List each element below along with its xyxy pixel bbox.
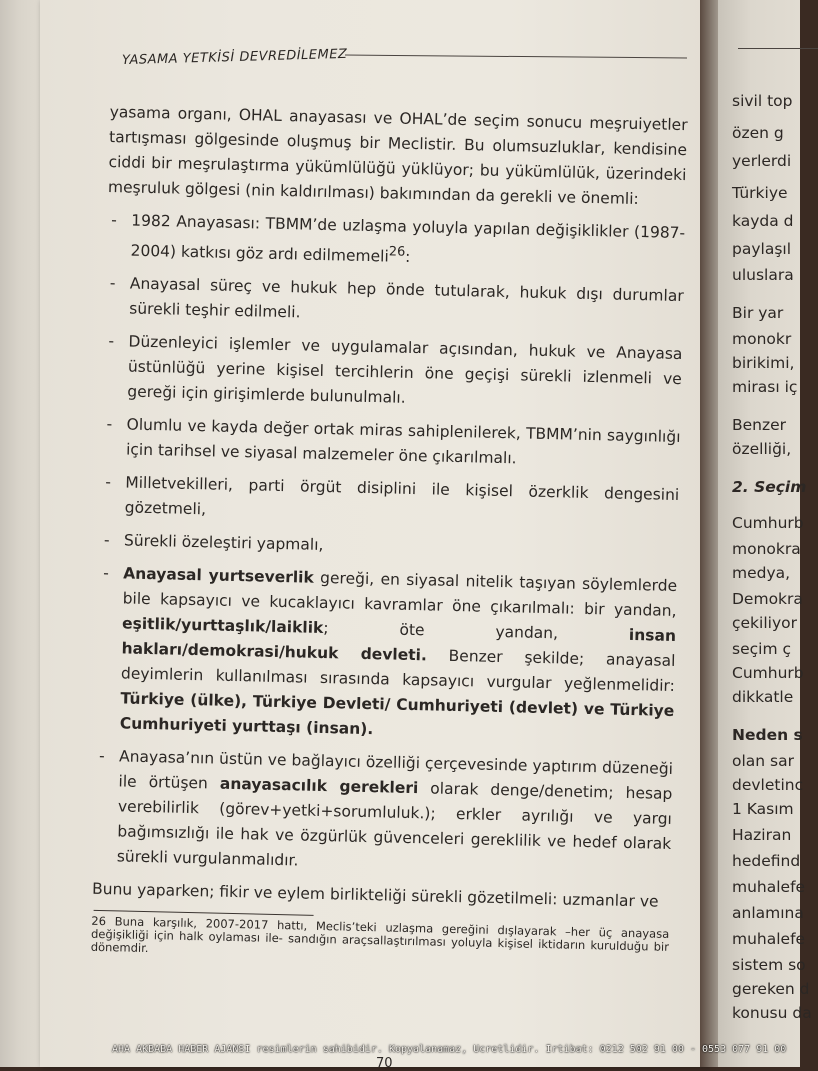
right-page: [718, 0, 812, 1067]
closing-paragraph: Bunu yaparken; fikir ve eylem birlikteliği sürekli gözetilmeli: uzmanlar ve: [91, 879, 659, 911]
list-item-text: Anayasal süreç ve hukuk hep önde tutularak, hukuk dışı durumlar sürekli teşhir edilmeli.: [129, 274, 684, 322]
list-item-text: 1982 Anayasası: TBMM’de uzlaşma yoluyla yapılan değişiklikler (1987-2004) katkısı göz ardı edilmemeli: [130, 211, 686, 266]
right-page-line: uluslara: [732, 266, 794, 284]
right-page-line: 1 Kasım: [732, 800, 794, 818]
recommendation-list: [93, 208, 686, 882]
list-item-text: gereği, en siyasal nitelik taşıyan söylemlerde bile kapsayıcı ve kucaklayıcı kavramlar öne çıkarılmalı: bir yandan,: [122, 568, 678, 621]
footnote-text: Buna karşılık, 2007-2017 hattı, Meclis’teki uzlaşma gereğini dışlayarak –her üç anayasa değişikliği için halk oylaması ile- sandığın araçsallaştırılması yoluyla kişisel iktidarın kurulduğu bir dönemdir.: [90, 914, 670, 956]
list-item: [100, 528, 678, 566]
page-number: 70: [376, 1056, 393, 1071]
right-page-line: monokr: [732, 330, 792, 348]
right-page-line: özen g: [732, 124, 784, 142]
right-page-line: gereken d: [732, 980, 810, 998]
bold-phrase: anayasacılık gerekleri: [219, 774, 419, 798]
right-page-bold-line: Neden s: [732, 726, 803, 744]
list-item-text: :: [404, 247, 411, 267]
right-page-line: özelliği,: [732, 440, 792, 458]
right-page-line: sistem so: [732, 956, 806, 974]
list-item-text: Milletvekilleri, parti örgüt disiplini ile kişisel özerklik dengesini gözetmeli,: [124, 473, 680, 519]
footnote-ref: 26: [388, 244, 406, 260]
right-page-line: birikimi,: [732, 354, 795, 372]
list-item-text: ; öte yandan,: [323, 619, 630, 645]
right-page-line: yerlerdi: [732, 152, 792, 170]
right-page-line: monokra: [732, 540, 801, 558]
right-page-line: anlamına: [732, 904, 804, 922]
list-item-text: Düzenleyici işlemler ve uygulamalar açısından, hukuk ve Anayasa üstünlüğü yerine kişisel tercihlerin öne geçişi sürekli izlenmeli ve gereği için girişimlerde bulunulmalı.: [127, 332, 683, 407]
bold-phrase: Türkiye (ülke), Türkiye Devleti/ Cumhuriyeti (devlet) ve Türkiye Cumhuriyeti yurttaşı (insan).: [119, 689, 675, 739]
right-page-line: sivil top: [732, 92, 793, 110]
list-item-text: olarak denge/denetim; hesap verebilirlik (görev+yetki+sorumluluk.); erkler ayrılığı ve yargı bağımsızlığı ile hak ve özgürlük güvenceleri gereklilik ve hedef olarak sürekli vurgulanmalıdır.: [116, 779, 673, 870]
right-page-line: muhalefe: [732, 878, 806, 896]
right-page-line: çekiliyor: [732, 614, 797, 632]
right-page-line: olan sar: [732, 752, 794, 770]
right-page-line: muhalefe: [732, 930, 806, 948]
list-item: [102, 412, 681, 475]
right-page-line: Cumhurb: [732, 514, 804, 532]
right-page-line: Demokra: [732, 590, 803, 608]
list-item: [106, 208, 685, 276]
right-page-line: paylaşıl: [732, 240, 792, 258]
right-page-line: Haziran: [732, 826, 792, 844]
right-page-line: Cumhurb: [732, 664, 804, 682]
right-page-line: medya,: [732, 564, 791, 582]
list-item-text: Anayasa’nın üstün ve bağlayıcı özelliği çerçevesinde yaptırım düzeneği ile örtüşen: [118, 747, 674, 793]
right-page-line: Türkiye: [732, 184, 788, 202]
right-page-line: devletinc: [732, 776, 804, 794]
right-page-line: dikkatle: [732, 688, 794, 706]
list-item: [100, 470, 679, 533]
footnote: [91, 915, 670, 967]
bold-phrase: insan hakları/demokrasi/hukuk devleti.: [121, 626, 677, 665]
right-page-line: kayda d: [732, 212, 794, 230]
footnote-number: 26: [91, 913, 107, 929]
right-page-line: hedefind: [732, 852, 801, 870]
running-header-title: YASAMA YETKİSİ DEVREDİLEMEZ: [121, 46, 348, 69]
list-item: [93, 744, 674, 882]
list-item-text: Olumlu ve kayda değer ortak miras sahiplenilerek, TBMM’nin saygınlığı için tarihsel ve siyasal malzemeler öne çıkarılmalı.: [125, 415, 681, 468]
right-page-line: Bir yar: [732, 304, 784, 322]
bold-phrase: Anayasal yurtseverlik: [123, 564, 314, 587]
watermark-text: AHA AKBABA HABER AJANSI resimlerin sahibidir. Kopyalanamaz, Ucretlidir. Irtibat: 0212 502 91 00 - 0553 077 91 00: [112, 1044, 787, 1055]
bold-phrase: eşitlik/yurttaşlık/laiklik: [121, 614, 324, 638]
list-item: [105, 271, 684, 334]
right-page-line: konusu da: [732, 1004, 812, 1022]
intro-paragraph: yasama organı, OHAL anayasası ve OHAL’de seçim sonucu meşruiyetler tartışması gölgesinde oluşmuş bir Meclistir. Bu olumsuzluklar, kendisine ciddi bir meşrulaştırma yükümlülüğü yüklüyor; bu yükümlülük, üzerindeki meşruluk gölgesi (nin kaldırılması) bakımından da gerekli ve önemli:: [107, 102, 688, 209]
right-page-line: mirası iç: [732, 378, 798, 396]
page-body: [90, 100, 687, 975]
list-item: [96, 561, 678, 749]
list-item-text: Benzer şekilde; anayasal deyimlerin kullanılması sırasında kapsayıcı vurgular yeğlenmelidir:: [120, 646, 676, 696]
list-item-text: Sürekli özeleştiri yapmalı,: [123, 531, 324, 555]
right-page-line: Benzer: [732, 416, 787, 434]
right-page-line: seçim ç: [732, 640, 791, 658]
right-page-header-rule: [738, 48, 818, 49]
right-page-section-heading: 2. Seçim: [732, 478, 807, 496]
list-item: [103, 329, 683, 417]
